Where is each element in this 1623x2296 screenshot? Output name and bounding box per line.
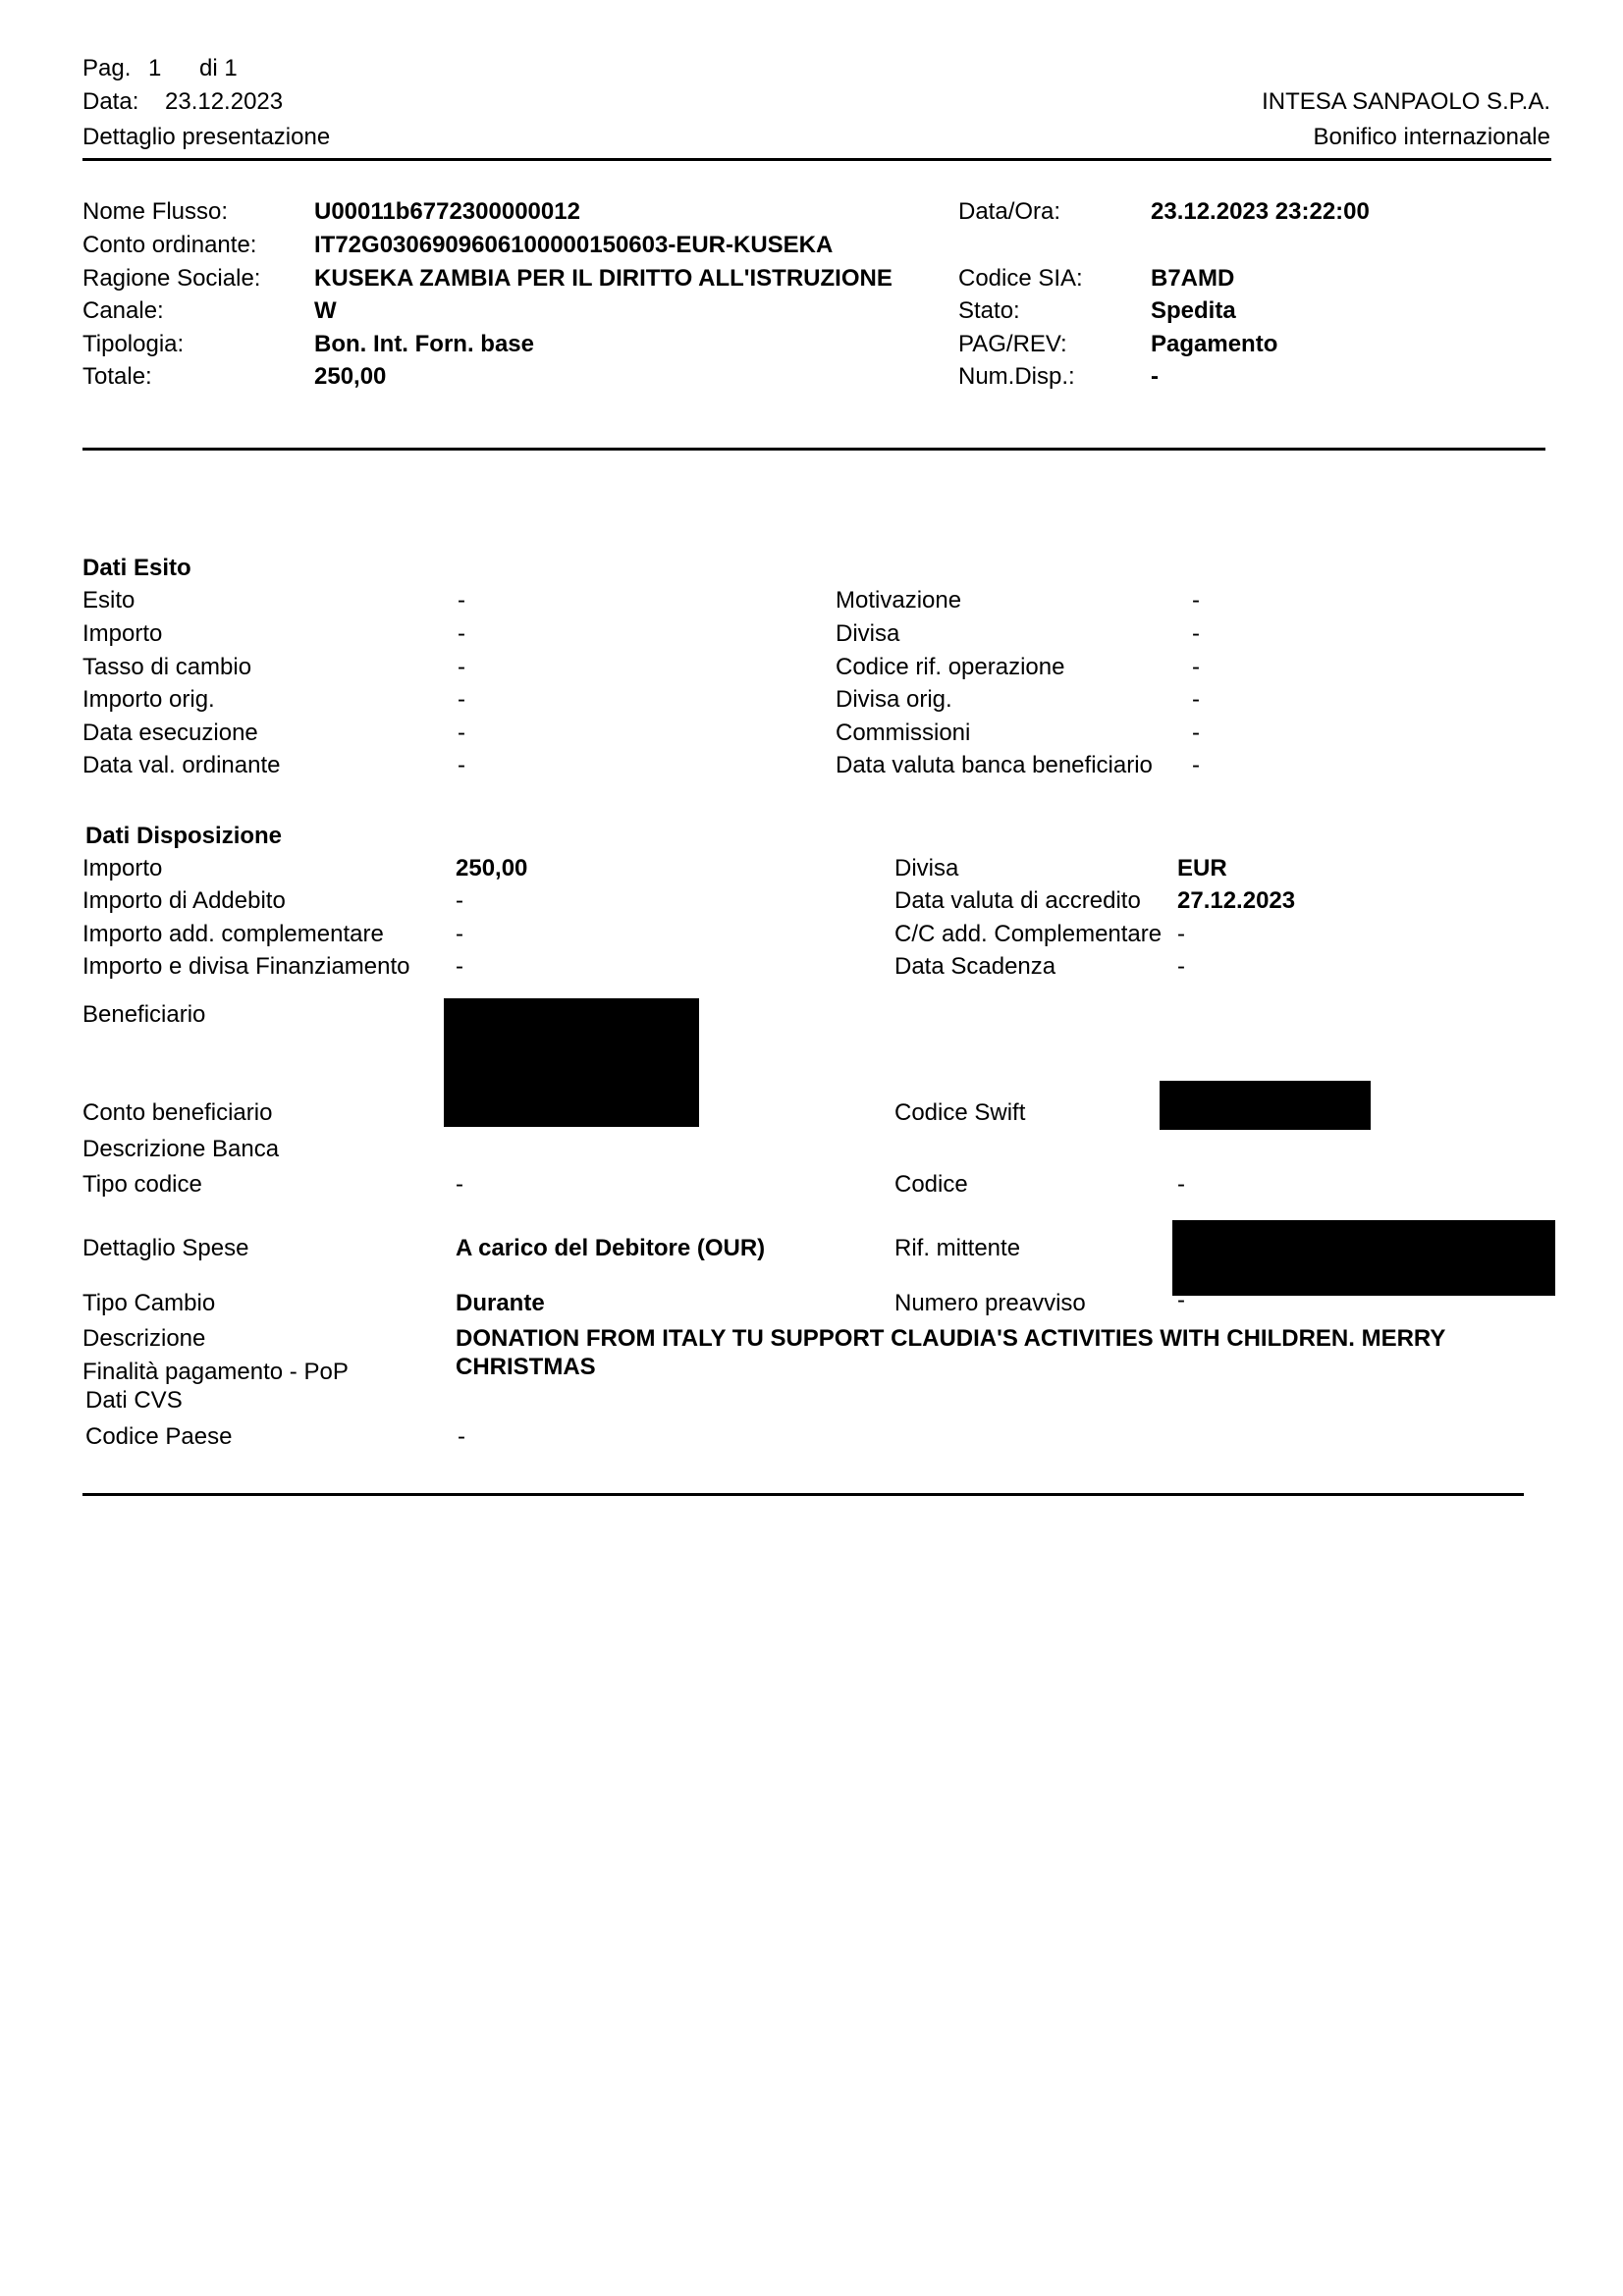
conto-ordinante-value: IT72G0306909606100000150603-EUR-KUSEKA — [314, 232, 834, 258]
totale-label: Totale: — [82, 363, 152, 390]
data-ora-label: Data/Ora: — [958, 198, 1061, 225]
page-label: Pag. — [82, 55, 132, 81]
commissioni-label: Commissioni — [836, 720, 971, 746]
esito-divisa-label: Divisa — [836, 620, 900, 647]
footer-rule — [82, 1493, 1524, 1496]
descrizione-banca-label: Descrizione Banca — [82, 1136, 280, 1162]
data-esecuzione-value: - — [458, 720, 465, 746]
divisa-value: EUR — [1177, 855, 1227, 881]
esito-label: Esito — [82, 587, 135, 614]
importo-label: Importo — [82, 855, 163, 881]
finalita-pagamento-label: Finalità pagamento - PoP — [82, 1359, 349, 1385]
canale-label: Canale: — [82, 297, 164, 324]
codice-sia-label: Codice SIA: — [958, 265, 1083, 292]
disposizione-section-title: Dati Disposizione — [85, 823, 283, 849]
tipo-codice-value: - — [456, 1171, 463, 1198]
codice-paese-value: - — [458, 1423, 465, 1450]
codice-swift-label: Codice Swift — [894, 1099, 1026, 1126]
num-disp-label: Num.Disp.: — [958, 363, 1075, 390]
cc-add-compl-value: - — [1177, 921, 1185, 947]
beneficiario-redaction — [444, 998, 699, 1127]
codice-paese-label: Codice Paese — [85, 1423, 233, 1450]
codice-rif-operazione-label: Codice rif. operazione — [836, 654, 1065, 680]
esito-section-title: Dati Esito — [82, 555, 191, 581]
dettaglio-spese-value: A carico del Debitore (OUR) — [456, 1235, 766, 1261]
data-valuta-banca-label: Data valuta banca beneficiario — [836, 752, 1153, 778]
nome-flusso-value: U00011b6772300000012 — [314, 198, 580, 225]
data-valuta-banca-value: - — [1192, 752, 1200, 778]
dati-cvs-label: Dati CVS — [85, 1387, 183, 1414]
data-scadenza-label: Data Scadenza — [894, 953, 1056, 980]
codice-swift-redaction — [1160, 1081, 1371, 1130]
numero-preavviso-label: Numero preavviso — [894, 1290, 1086, 1316]
descrizione-value: DONATION FROM ITALY TU SUPPORT CLAUDIA'S ACTIVITIES WITH CHILDREN. MERRY CHRISTMAS — [456, 1325, 1445, 1380]
document-subtitle: Dettaglio presentazione — [82, 124, 331, 150]
header-rule — [82, 158, 1551, 161]
esito-divisa-value: - — [1192, 620, 1200, 647]
data-val-ordinante-label: Data val. ordinante — [82, 752, 281, 778]
esito-importo-label: Importo — [82, 620, 163, 647]
transfer-type: Bonifico internazionale — [1313, 124, 1550, 150]
importo-divisa-fin-value: - — [456, 953, 463, 980]
divisa-orig-value: - — [1192, 686, 1200, 713]
bank-name: INTESA SANPAOLO S.P.A. — [1262, 88, 1550, 115]
beneficiario-label: Beneficiario — [82, 1001, 206, 1028]
importo-value: 250,00 — [456, 855, 528, 881]
ragione-sociale-value: KUSEKA ZAMBIA PER IL DIRITTO ALL'ISTRUZIONE — [314, 265, 893, 292]
data-valuta-accredito-label: Data valuta di accredito — [894, 887, 1141, 914]
importo-addebito-label: Importo di Addebito — [82, 887, 286, 914]
tipologia-value: Bon. Int. Forn. base — [314, 331, 535, 357]
data-ora-value: 23.12.2023 23:22:00 — [1151, 198, 1370, 225]
tasso-cambio-label: Tasso di cambio — [82, 654, 252, 680]
data-valuta-accredito-value: 27.12.2023 — [1177, 887, 1296, 914]
rif-mittente-redaction — [1172, 1220, 1555, 1296]
importo-add-compl-label: Importo add. complementare — [82, 921, 384, 947]
tipo-cambio-label: Tipo Cambio — [82, 1290, 216, 1316]
canale-value: W — [314, 297, 337, 324]
importo-orig-value: - — [458, 686, 465, 713]
importo-orig-label: Importo orig. — [82, 686, 215, 713]
conto-ordinante-label: Conto ordinante: — [82, 232, 257, 258]
esito-importo-value: - — [458, 620, 465, 647]
motivazione-value: - — [1192, 587, 1200, 614]
page-number: 1 — [148, 55, 162, 81]
tipologia-label: Tipologia: — [82, 331, 185, 357]
esito-value: - — [458, 587, 465, 614]
importo-divisa-fin-label: Importo e divisa Finanziamento — [82, 953, 410, 980]
date-label: Data: — [82, 88, 139, 115]
num-disp-value: - — [1151, 363, 1159, 390]
totale-value: 250,00 — [314, 363, 387, 390]
date-value: 23.12.2023 — [165, 88, 284, 115]
conto-beneficiario-label: Conto beneficiario — [82, 1099, 273, 1126]
pag-rev-label: PAG/REV: — [958, 331, 1067, 357]
rif-mittente-label: Rif. mittente — [894, 1235, 1021, 1261]
motivazione-label: Motivazione — [836, 587, 962, 614]
cc-add-compl-label: C/C add. Complementare — [894, 921, 1163, 947]
divisa-orig-label: Divisa orig. — [836, 686, 952, 713]
codice-rif-operazione-value: - — [1192, 654, 1200, 680]
tipo-codice-label: Tipo codice — [82, 1171, 202, 1198]
dettaglio-spese-label: Dettaglio Spese — [82, 1235, 249, 1261]
data-esecuzione-label: Data esecuzione — [82, 720, 258, 746]
descrizione-label: Descrizione — [82, 1325, 206, 1352]
numero-preavviso-value: - — [1177, 1287, 1185, 1313]
codice-label: Codice — [894, 1171, 968, 1198]
tasso-cambio-value: - — [458, 654, 465, 680]
data-val-ordinante-value: - — [458, 752, 465, 778]
importo-add-compl-value: - — [456, 921, 463, 947]
nome-flusso-label: Nome Flusso: — [82, 198, 229, 225]
divisa-label: Divisa — [894, 855, 959, 881]
importo-addebito-value: - — [456, 887, 463, 914]
page-total: di 1 — [199, 55, 238, 81]
tipo-cambio-value: Durante — [456, 1290, 545, 1316]
codice-value: - — [1177, 1171, 1185, 1198]
stato-label: Stato: — [958, 297, 1020, 324]
ragione-sociale-label: Ragione Sociale: — [82, 265, 261, 292]
stato-value: Spedita — [1151, 297, 1236, 324]
flow-rule — [82, 448, 1545, 451]
data-scadenza-value: - — [1177, 953, 1185, 980]
pag-rev-value: Pagamento — [1151, 331, 1278, 357]
codice-sia-value: B7AMD — [1151, 265, 1235, 292]
commissioni-value: - — [1192, 720, 1200, 746]
